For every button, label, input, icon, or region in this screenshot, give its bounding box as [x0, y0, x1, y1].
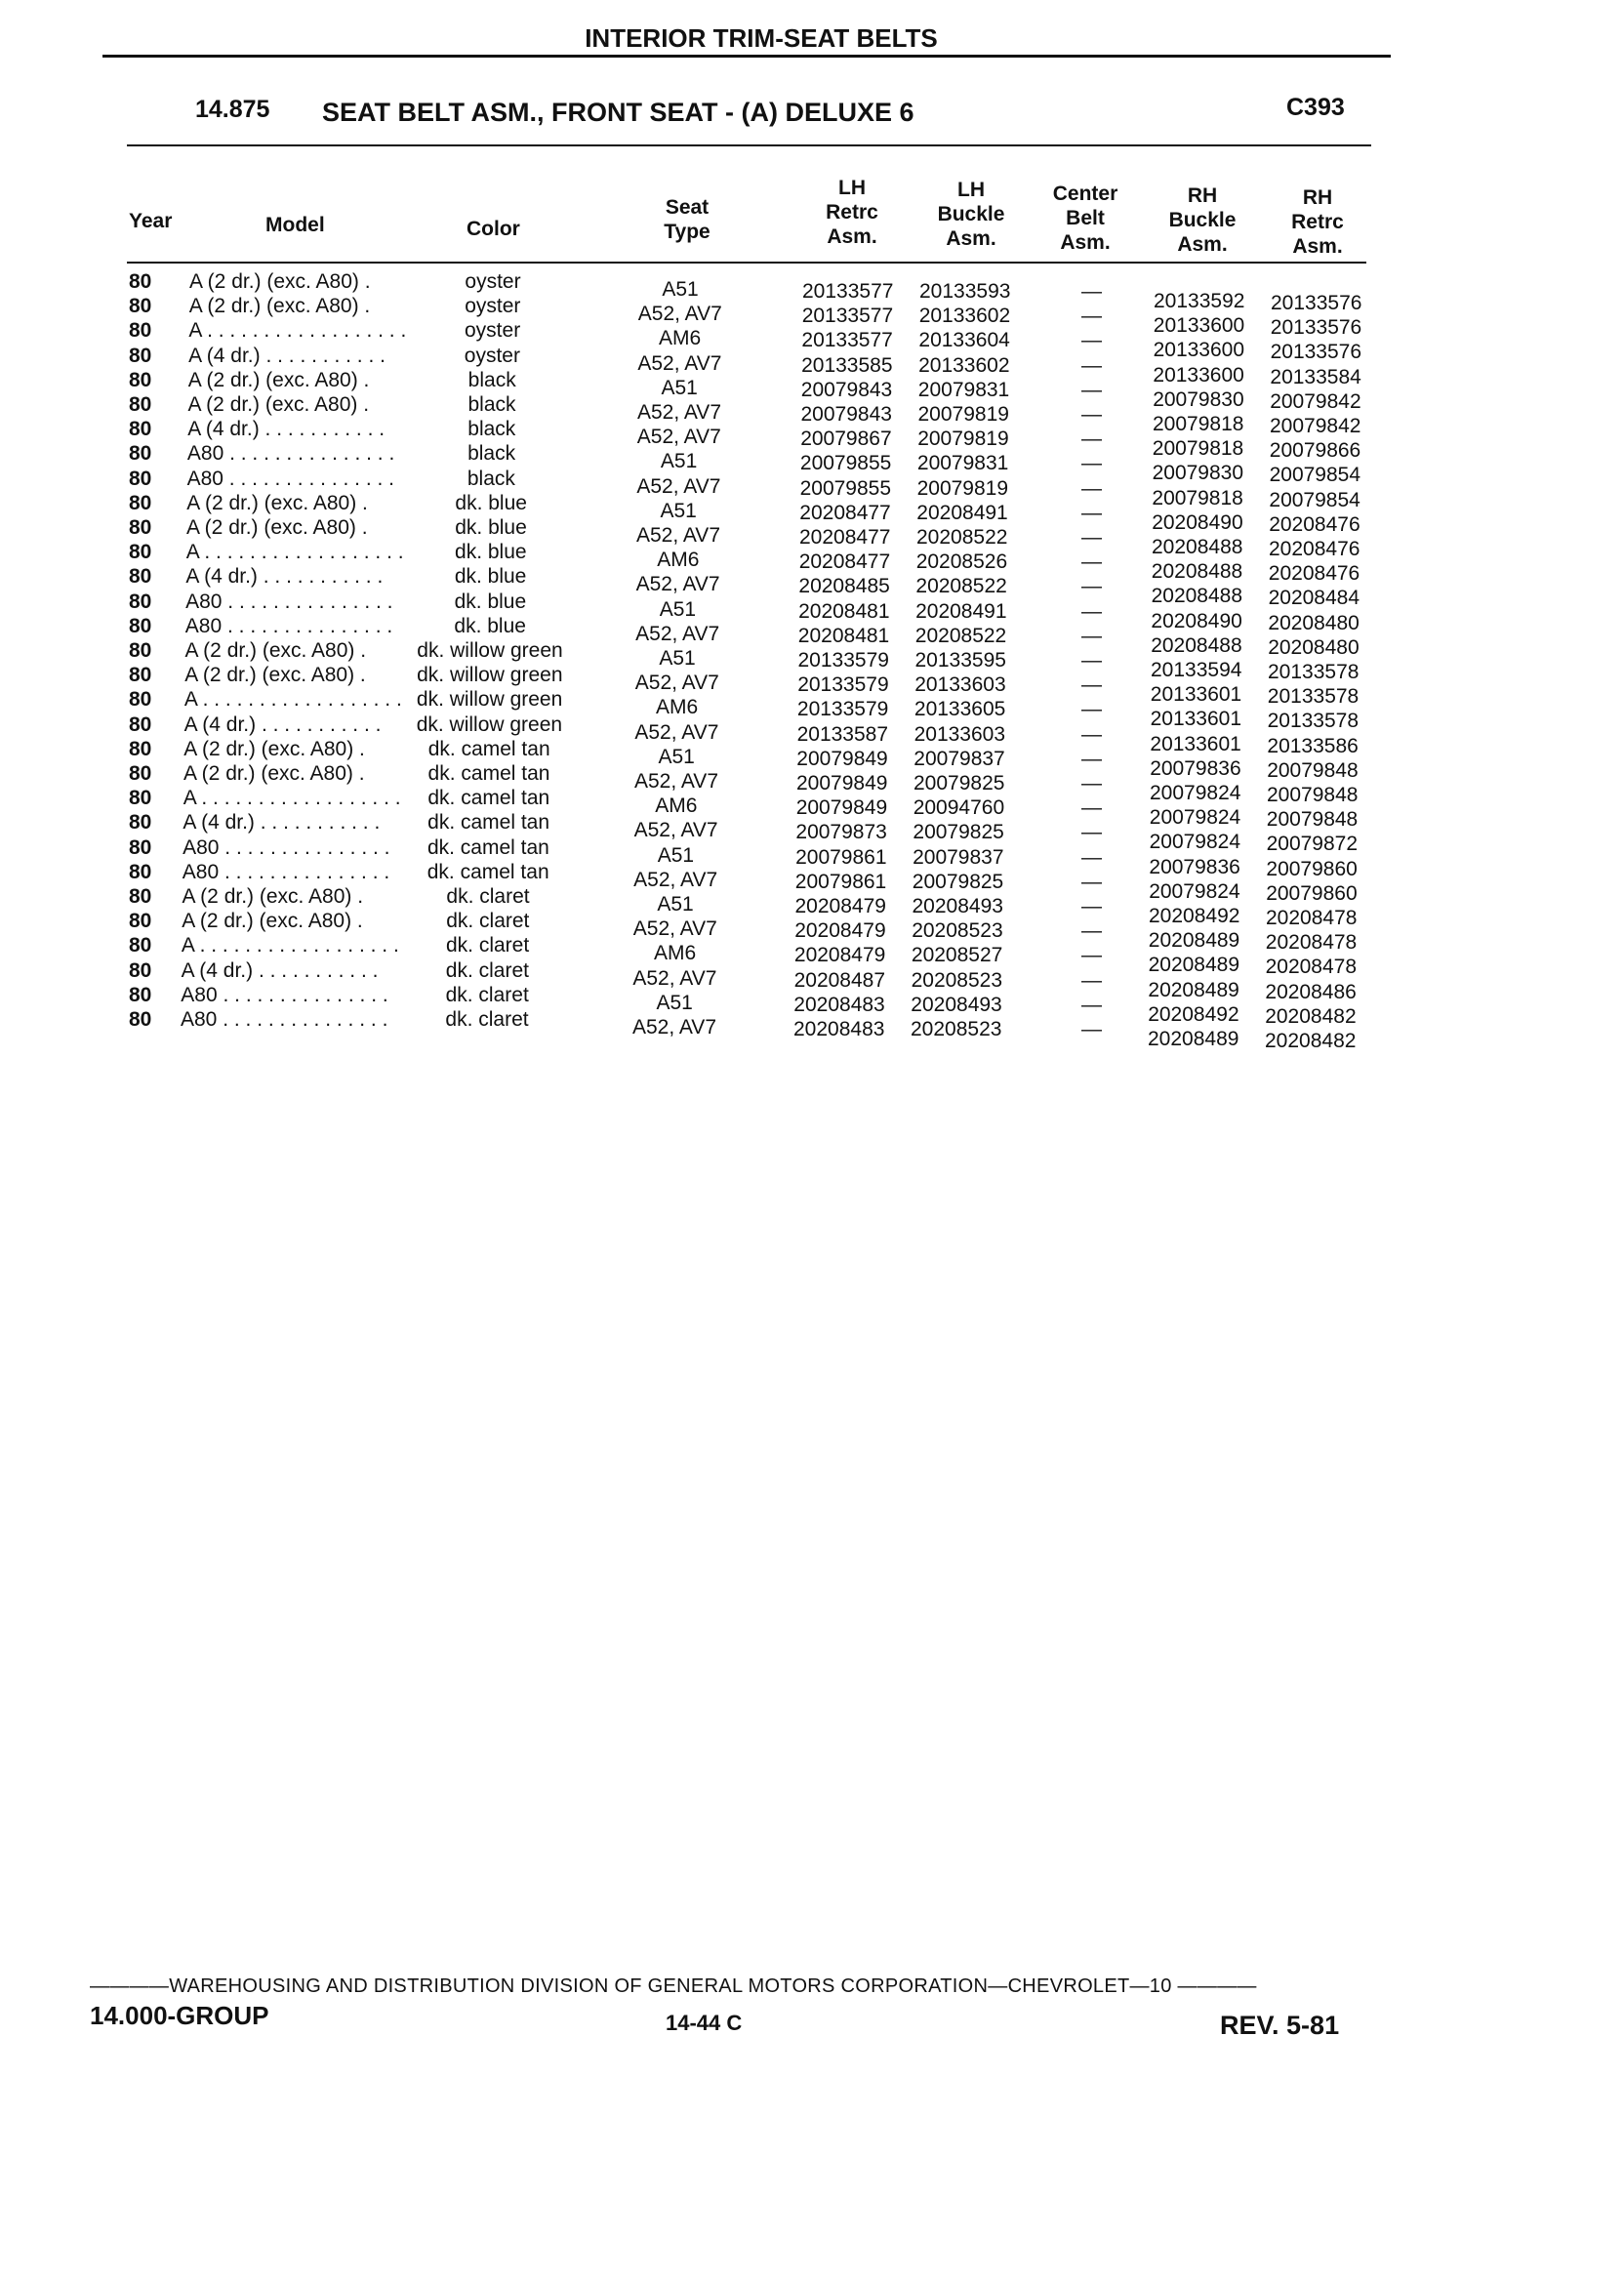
- lh-buckle-cell: 20079825: [914, 772, 1005, 794]
- rh-retrc-cell: 20079872: [1266, 833, 1359, 856]
- color-cell: dk. camel tan: [427, 737, 550, 760]
- center-belt-cell: —: [1081, 895, 1102, 917]
- lh-buckle-cell: 20208493: [912, 895, 1003, 917]
- lh-buckle-cell: 20079837: [914, 747, 1005, 770]
- color-cell: oyster: [465, 295, 521, 318]
- lh-buckle-cell: 20133602: [918, 305, 1011, 328]
- lh-retrc-cell: 20208483: [793, 1018, 885, 1040]
- center-belt-cell: —: [1081, 649, 1102, 672]
- rh-retrc-cell: 20079866: [1269, 439, 1361, 463]
- model-cell: A80 . . . . . . . . . . . . . . .: [182, 860, 390, 883]
- lh-buckle-cell: 20079825: [913, 821, 1004, 844]
- color-cell: dk. camel tan: [427, 811, 550, 835]
- rh-buckle-cell: 20208490: [1151, 609, 1242, 632]
- seat-type-cell: AM6: [657, 549, 700, 572]
- color-cell: dk. willow green: [416, 688, 563, 712]
- rh-retrc-cell: 20208484: [1268, 587, 1360, 610]
- rh-buckle-cell: 20079830: [1153, 387, 1244, 411]
- lh-buckle-cell: 20208523: [911, 1018, 1002, 1040]
- color-cell: black: [467, 467, 515, 490]
- color-cell: dk. camel tan: [426, 835, 549, 859]
- seat-type-cell: A52, AV7: [634, 720, 719, 744]
- lh-retrc-cell: 20079867: [800, 428, 892, 451]
- lh-retrc-cell: 20079843: [800, 403, 892, 426]
- col-header-color: Color: [467, 218, 520, 240]
- model-cell: A (4 dr.) . . . . . . . . . . .: [183, 811, 381, 835]
- year-cell: 80: [129, 565, 152, 589]
- year-cell: 80: [129, 344, 152, 367]
- seat-type-cell: A52, AV7: [632, 917, 717, 941]
- seat-type-cell: A52, AV7: [637, 351, 722, 375]
- seat-type-cell: A52, AV7: [636, 401, 721, 424]
- model-cell: A (4 dr.) . . . . . . . . . . .: [187, 418, 386, 441]
- seat-type-cell: A51: [660, 499, 697, 522]
- seat-type-cell: A52, AV7: [633, 868, 718, 891]
- color-cell: dk. camel tan: [426, 860, 549, 883]
- color-cell: dk. camel tan: [427, 787, 550, 810]
- center-belt-cell: —: [1081, 821, 1102, 844]
- catalog-code: C393: [1286, 94, 1345, 121]
- color-cell: oyster: [465, 319, 521, 343]
- center-belt-cell: —: [1081, 698, 1102, 721]
- rh-buckle-cell: 20079824: [1149, 831, 1241, 854]
- seat-type-cell: A52, AV7: [637, 303, 722, 326]
- center-belt-cell: —: [1081, 624, 1102, 647]
- model-cell: A (2 dr.) (exc. A80) .: [187, 368, 370, 391]
- center-belt-cell: —: [1081, 575, 1102, 598]
- rh-buckle-cell: 20133601: [1150, 708, 1242, 731]
- center-belt-cell: —: [1081, 378, 1102, 401]
- seat-type-cell: A52, AV7: [633, 770, 718, 793]
- lh-retrc-cell: 20133579: [797, 673, 889, 697]
- rh-retrc-cell: 20079854: [1269, 488, 1360, 511]
- lh-retrc-cell: 20133579: [797, 649, 889, 672]
- model-cell: A (4 dr.) . . . . . . . . . . .: [181, 958, 379, 982]
- rh-buckle-cell: 20079830: [1152, 462, 1244, 485]
- year-cell: 80: [129, 712, 152, 736]
- section-number: 14.875: [195, 96, 270, 123]
- year-cell: 80: [129, 983, 152, 1006]
- header-rule: [102, 55, 1391, 58]
- model-cell: A . . . . . . . . . . . . . . . . . .: [188, 319, 407, 343]
- rh-buckle-cell: 20133601: [1150, 732, 1241, 755]
- center-belt-cell: —: [1081, 772, 1102, 794]
- model-cell: A (2 dr.) (exc. A80) .: [186, 516, 368, 539]
- rh-buckle-cell: 20079824: [1149, 879, 1240, 903]
- lh-buckle-cell: 20208491: [915, 599, 1007, 623]
- year-cell: 80: [129, 590, 152, 613]
- seat-type-cell: A52, AV7: [635, 524, 720, 547]
- rh-buckle-cell: 20208488: [1151, 585, 1243, 608]
- seat-type-cell: AM6: [654, 942, 697, 965]
- revision-label: REV. 5-81: [1220, 2011, 1340, 2040]
- model-cell: A80 . . . . . . . . . . . . . . .: [181, 983, 388, 1006]
- center-belt-cell: —: [1081, 968, 1102, 992]
- rh-retrc-cell: 20208476: [1268, 562, 1360, 586]
- rh-retrc-cell: 20079842: [1270, 389, 1361, 413]
- rh-buckle-cell: 20133600: [1153, 363, 1244, 387]
- seat-type-cell: A51: [657, 843, 695, 867]
- rh-retrc-cell: 20079848: [1266, 808, 1359, 832]
- lh-retrc-cell: 20208479: [794, 919, 886, 943]
- lh-buckle-cell: 20079819: [916, 476, 1009, 500]
- section-rule: [127, 144, 1371, 146]
- center-belt-cell: —: [1081, 353, 1102, 377]
- lh-retrc-cell: 20079873: [795, 821, 887, 844]
- rh-retrc-cell: 20208478: [1265, 956, 1358, 979]
- lh-buckle-cell: 20079819: [917, 403, 1009, 426]
- center-belt-cell: —: [1081, 722, 1102, 746]
- model-cell: A (2 dr.) (exc. A80) .: [186, 491, 368, 514]
- lh-buckle-cell: 20079831: [916, 452, 1009, 475]
- lh-buckle-cell: 20133603: [914, 673, 1006, 697]
- rh-buckle-cell: 20208489: [1148, 1028, 1239, 1050]
- color-cell: dk. blue: [455, 516, 527, 539]
- color-cell: dk. blue: [455, 541, 527, 564]
- year-cell: 80: [129, 737, 152, 760]
- lh-buckle-cell: 20133593: [919, 280, 1011, 303]
- color-cell: dk. willow green: [416, 712, 563, 736]
- lh-retrc-cell: 20208479: [793, 944, 886, 967]
- year-cell: 80: [129, 393, 152, 416]
- col-header-model: Model: [265, 214, 325, 236]
- seat-type-cell: A51: [660, 450, 698, 473]
- seat-type-cell: A52, AV7: [633, 819, 718, 842]
- rh-buckle-cell: 20133601: [1150, 683, 1242, 707]
- year-cell: 80: [129, 910, 152, 933]
- rh-retrc-cell: 20079860: [1266, 881, 1358, 905]
- center-belt-cell: —: [1081, 329, 1102, 352]
- section-title: SEAT BELT ASM., FRONT SEAT - (A) DELUXE 6: [322, 98, 914, 127]
- year-cell: 80: [129, 934, 152, 957]
- lh-buckle-cell: 20208491: [916, 501, 1008, 524]
- model-cell: A (2 dr.) (exc. A80) .: [188, 295, 371, 318]
- year-cell: 80: [129, 664, 152, 687]
- model-cell: A (2 dr.) (exc. A80) .: [183, 737, 365, 760]
- footer-line: ————WAREHOUSING AND DISTRIBUTION DIVISION OF GENERAL MOTORS CORPORATION—CHEVROLET—10 ————: [90, 1975, 1257, 1997]
- model-cell: A (4 dr.) . . . . . . . . . . .: [188, 344, 386, 367]
- col-header-lh-retrc: LH Retrc Asm.: [826, 177, 878, 248]
- year-cell: 80: [129, 368, 152, 391]
- year-cell: 80: [129, 516, 152, 539]
- rh-retrc-cell: 20079860: [1266, 857, 1358, 880]
- rh-buckle-cell: 20208492: [1149, 905, 1240, 927]
- center-belt-cell: —: [1081, 526, 1102, 549]
- lh-retrc-cell: 20079855: [799, 452, 892, 475]
- color-cell: dk. claret: [445, 958, 529, 982]
- model-cell: A (2 dr.) (exc. A80) .: [187, 393, 370, 416]
- lh-retrc-cell: 20208487: [793, 968, 886, 992]
- model-cell: A (2 dr.) (exc. A80) .: [189, 270, 371, 293]
- year-cell: 80: [129, 491, 152, 514]
- rh-buckle-cell: 20133600: [1153, 314, 1245, 338]
- center-belt-cell: —: [1081, 993, 1102, 1016]
- lh-retrc-cell: 20079855: [799, 476, 892, 500]
- model-cell: A80 . . . . . . . . . . . . . . .: [181, 1008, 388, 1031]
- lh-retrc-cell: 20079849: [796, 747, 888, 770]
- model-cell: A (2 dr.) (exc. A80) .: [184, 664, 366, 687]
- rh-buckle-cell: 20133600: [1153, 339, 1245, 362]
- model-cell: A . . . . . . . . . . . . . . . . . .: [183, 688, 402, 712]
- seat-type-cell: A52, AV7: [636, 426, 721, 449]
- model-cell: A . . . . . . . . . . . . . . . . . .: [185, 541, 404, 564]
- seat-type-cell: AM6: [659, 327, 702, 350]
- lh-retrc-cell: 20079861: [795, 845, 887, 869]
- rh-buckle-cell: 20208489: [1148, 929, 1240, 953]
- color-cell: dk. blue: [454, 614, 526, 637]
- lh-retrc-cell: 20208477: [799, 526, 891, 549]
- rh-retrc-cell: 20079854: [1269, 464, 1361, 487]
- lh-retrc-cell: 20208477: [799, 501, 891, 524]
- page-header: INTERIOR TRIM-SEAT BELTS: [585, 23, 938, 53]
- lh-buckle-cell: 20208522: [915, 575, 1007, 598]
- center-belt-cell: —: [1081, 845, 1102, 869]
- table-header-rule: [127, 262, 1366, 264]
- rh-buckle-cell: 20208489: [1148, 954, 1240, 977]
- rh-buckle-cell: 20079818: [1152, 486, 1243, 509]
- rh-retrc-cell: 20208486: [1265, 980, 1357, 1003]
- center-belt-cell: —: [1081, 280, 1102, 303]
- col-header-lh-buckle: LH Buckle Asm.: [937, 179, 1005, 250]
- center-belt-cell: —: [1081, 919, 1102, 943]
- rh-buckle-cell: 20079836: [1150, 756, 1241, 780]
- color-cell: dk. claret: [445, 934, 530, 957]
- lh-retrc-cell: 20133577: [801, 329, 893, 352]
- lh-retrc-cell: 20133587: [796, 722, 889, 746]
- col-header-year: Year: [129, 210, 173, 232]
- rh-buckle-cell: 20208492: [1148, 1002, 1239, 1026]
- model-cell: A80 . . . . . . . . . . . . . . .: [183, 835, 390, 859]
- model-cell: A . . . . . . . . . . . . . . . . . .: [181, 934, 399, 957]
- lh-buckle-cell: 20208527: [911, 944, 1003, 967]
- rh-buckle-cell: 20079824: [1150, 782, 1241, 804]
- rh-retrc-cell: 20208482: [1265, 1030, 1357, 1052]
- year-cell: 80: [129, 614, 152, 637]
- rh-retrc-cell: 20208480: [1268, 635, 1360, 659]
- lh-buckle-cell: 20133604: [918, 329, 1010, 352]
- seat-type-cell: A52, AV7: [635, 622, 720, 645]
- lh-retrc-cell: 20133577: [802, 280, 894, 303]
- color-cell: dk. claret: [446, 910, 530, 933]
- lh-buckle-cell: 20133602: [918, 353, 1010, 377]
- col-header-rh-retrc: RH Retrc Asm.: [1291, 186, 1344, 258]
- lh-retrc-cell: 20133585: [801, 353, 893, 377]
- model-cell: A (2 dr.) (exc. A80) .: [182, 910, 363, 933]
- model-cell: A80 . . . . . . . . . . . . . . .: [184, 614, 393, 637]
- seat-type-cell: A52, AV7: [634, 672, 719, 695]
- rh-retrc-cell: 20133584: [1270, 365, 1361, 388]
- color-cell: black: [467, 442, 516, 466]
- rh-retrc-cell: 20133576: [1271, 292, 1362, 314]
- lh-retrc-cell: 20079861: [794, 870, 887, 893]
- rh-retrc-cell: 20208478: [1265, 931, 1358, 955]
- seat-type-cell: AM6: [656, 696, 699, 719]
- seat-type-cell: A51: [661, 376, 698, 399]
- seat-type-cell: AM6: [655, 794, 698, 818]
- lh-retrc-cell: 20208481: [797, 624, 890, 647]
- rh-retrc-cell: 20208480: [1268, 611, 1360, 634]
- center-belt-cell: —: [1081, 476, 1102, 500]
- seat-type-cell: A51: [659, 597, 697, 621]
- lh-retrc-cell: 20208479: [794, 895, 886, 917]
- lh-buckle-cell: 20079831: [917, 378, 1010, 401]
- color-cell: oyster: [464, 344, 520, 367]
- rh-retrc-cell: 20208482: [1265, 1004, 1357, 1028]
- lh-buckle-cell: 20208523: [911, 968, 1003, 992]
- rh-buckle-cell: 20208488: [1152, 536, 1243, 558]
- seat-type-cell: A51: [662, 278, 699, 301]
- color-cell: black: [467, 393, 516, 416]
- rh-buckle-cell: 20133594: [1151, 659, 1242, 681]
- rh-buckle-cell: 20079818: [1153, 413, 1244, 435]
- rh-buckle-cell: 20208488: [1151, 633, 1242, 657]
- lh-buckle-cell: 20133605: [914, 698, 1006, 721]
- center-belt-cell: —: [1081, 1018, 1102, 1040]
- center-belt-cell: —: [1081, 403, 1102, 426]
- seat-type-cell: A52, AV7: [632, 966, 717, 990]
- color-cell: black: [467, 418, 516, 441]
- rh-retrc-cell: 20133578: [1268, 661, 1360, 683]
- model-cell: A (2 dr.) (exc. A80) .: [182, 885, 364, 908]
- lh-buckle-cell: 20208523: [912, 919, 1003, 943]
- year-cell: 80: [129, 762, 152, 785]
- center-belt-cell: —: [1081, 428, 1102, 451]
- lh-retrc-cell: 20208481: [798, 599, 890, 623]
- model-cell: A80 . . . . . . . . . . . . . . .: [186, 467, 394, 490]
- model-cell: A (4 dr.) . . . . . . . . . . .: [183, 712, 382, 736]
- center-belt-cell: —: [1081, 452, 1102, 475]
- col-header-rh-buckle: RH Buckle Asm.: [1168, 184, 1237, 256]
- seat-type-cell: A51: [657, 893, 694, 916]
- year-cell: 80: [129, 442, 152, 466]
- lh-retrc-cell: 20208483: [793, 993, 885, 1016]
- rh-retrc-cell: 20208478: [1266, 907, 1358, 929]
- seat-type-cell: A51: [656, 991, 693, 1014]
- lh-retrc-cell: 20208485: [798, 575, 890, 598]
- col-header-seat-type: Seat Type: [664, 196, 710, 243]
- rh-buckle-cell: 20079824: [1149, 806, 1241, 830]
- color-cell: dk. blue: [455, 491, 527, 514]
- color-cell: dk. claret: [445, 1008, 529, 1031]
- lh-buckle-cell: 20208526: [915, 550, 1008, 574]
- lh-buckle-cell: 20133603: [914, 722, 1006, 746]
- color-cell: dk. claret: [446, 885, 530, 908]
- rh-retrc-cell: 20208476: [1269, 512, 1360, 536]
- rh-retrc-cell: 20208476: [1269, 538, 1360, 560]
- rh-retrc-cell: 20079842: [1270, 415, 1361, 437]
- model-cell: A (4 dr.) . . . . . . . . . . .: [185, 565, 384, 589]
- year-cell: 80: [129, 418, 152, 441]
- center-belt-cell: —: [1081, 944, 1102, 967]
- rh-retrc-cell: 20133578: [1267, 685, 1360, 709]
- lh-retrc-cell: 20208477: [798, 550, 891, 574]
- center-belt-cell: —: [1081, 796, 1102, 820]
- color-cell: dk. camel tan: [427, 762, 550, 785]
- rh-retrc-cell: 20133576: [1270, 316, 1362, 340]
- center-belt-cell: —: [1081, 305, 1102, 328]
- year-cell: 80: [129, 958, 152, 982]
- year-cell: 80: [129, 885, 152, 908]
- lh-buckle-cell: 20079819: [917, 428, 1009, 451]
- col-header-center-belt: Center Belt Asm.: [1052, 183, 1118, 254]
- seat-type-cell: A52, AV7: [635, 573, 720, 596]
- lh-buckle-cell: 20133595: [914, 649, 1006, 672]
- lh-buckle-cell: 20208522: [916, 526, 1008, 549]
- lh-retrc-cell: 20133577: [801, 305, 894, 328]
- center-belt-cell: —: [1081, 501, 1102, 524]
- year-cell: 80: [129, 811, 152, 835]
- center-belt-cell: —: [1081, 599, 1102, 623]
- rh-retrc-cell: 20133586: [1267, 734, 1359, 757]
- year-cell: 80: [129, 295, 152, 318]
- page-number: 14-44 C: [666, 2011, 743, 2035]
- model-cell: A80 . . . . . . . . . . . . . . .: [186, 442, 395, 466]
- lh-retrc-cell: 20079849: [795, 796, 888, 820]
- color-cell: dk. willow green: [417, 664, 563, 687]
- seat-type-cell: A52, AV7: [631, 1016, 716, 1038]
- rh-retrc-cell: 20133578: [1267, 710, 1360, 733]
- year-cell: 80: [129, 319, 152, 343]
- seat-type-cell: A51: [658, 745, 695, 768]
- group-label: 14.000-GROUP: [90, 2001, 269, 2030]
- lh-buckle-cell: 20208493: [911, 993, 1002, 1016]
- year-cell: 80: [129, 1008, 152, 1031]
- rh-buckle-cell: 20208489: [1148, 978, 1239, 1001]
- year-cell: 80: [129, 467, 152, 490]
- rh-buckle-cell: 20208490: [1152, 510, 1243, 534]
- lh-retrc-cell: 20079849: [796, 772, 888, 794]
- color-cell: oyster: [465, 270, 521, 293]
- seat-type-cell: A51: [659, 647, 696, 670]
- center-belt-cell: —: [1081, 673, 1102, 697]
- rh-buckle-cell: 20208488: [1151, 560, 1243, 584]
- rh-retrc-cell: 20079848: [1267, 784, 1359, 806]
- model-cell: A80 . . . . . . . . . . . . . . .: [185, 590, 393, 613]
- model-cell: A (2 dr.) (exc. A80) .: [183, 762, 365, 785]
- color-cell: dk. claret: [445, 983, 529, 1006]
- color-cell: dk. willow green: [417, 639, 563, 662]
- lh-buckle-cell: 20208522: [914, 624, 1007, 647]
- year-cell: 80: [129, 787, 152, 810]
- color-cell: black: [467, 368, 516, 391]
- rh-buckle-cell: 20133592: [1154, 290, 1245, 312]
- center-belt-cell: —: [1081, 550, 1102, 574]
- lh-retrc-cell: 20079843: [800, 378, 893, 401]
- color-cell: dk. blue: [454, 565, 527, 589]
- lh-buckle-cell: 20079825: [912, 870, 1004, 893]
- year-cell: 80: [129, 270, 152, 293]
- year-cell: 80: [129, 688, 152, 712]
- lh-buckle-cell: 20079837: [913, 845, 1004, 869]
- seat-type-cell: A52, AV7: [636, 474, 721, 498]
- year-cell: 80: [129, 860, 152, 883]
- rh-buckle-cell: 20079818: [1152, 437, 1244, 461]
- center-belt-cell: —: [1081, 870, 1102, 893]
- color-cell: dk. blue: [454, 590, 527, 613]
- model-cell: A . . . . . . . . . . . . . . . . . .: [183, 787, 401, 810]
- center-belt-cell: —: [1081, 747, 1102, 770]
- year-cell: 80: [129, 835, 152, 859]
- year-cell: 80: [129, 639, 152, 662]
- model-cell: A (2 dr.) (exc. A80) .: [184, 639, 367, 662]
- rh-retrc-cell: 20133576: [1270, 341, 1362, 364]
- rh-retrc-cell: 20079848: [1267, 758, 1359, 782]
- rh-buckle-cell: 20079836: [1149, 855, 1240, 878]
- lh-buckle-cell: 20094760: [913, 796, 1005, 820]
- lh-retrc-cell: 20133579: [796, 698, 889, 721]
- year-cell: 80: [129, 541, 152, 564]
